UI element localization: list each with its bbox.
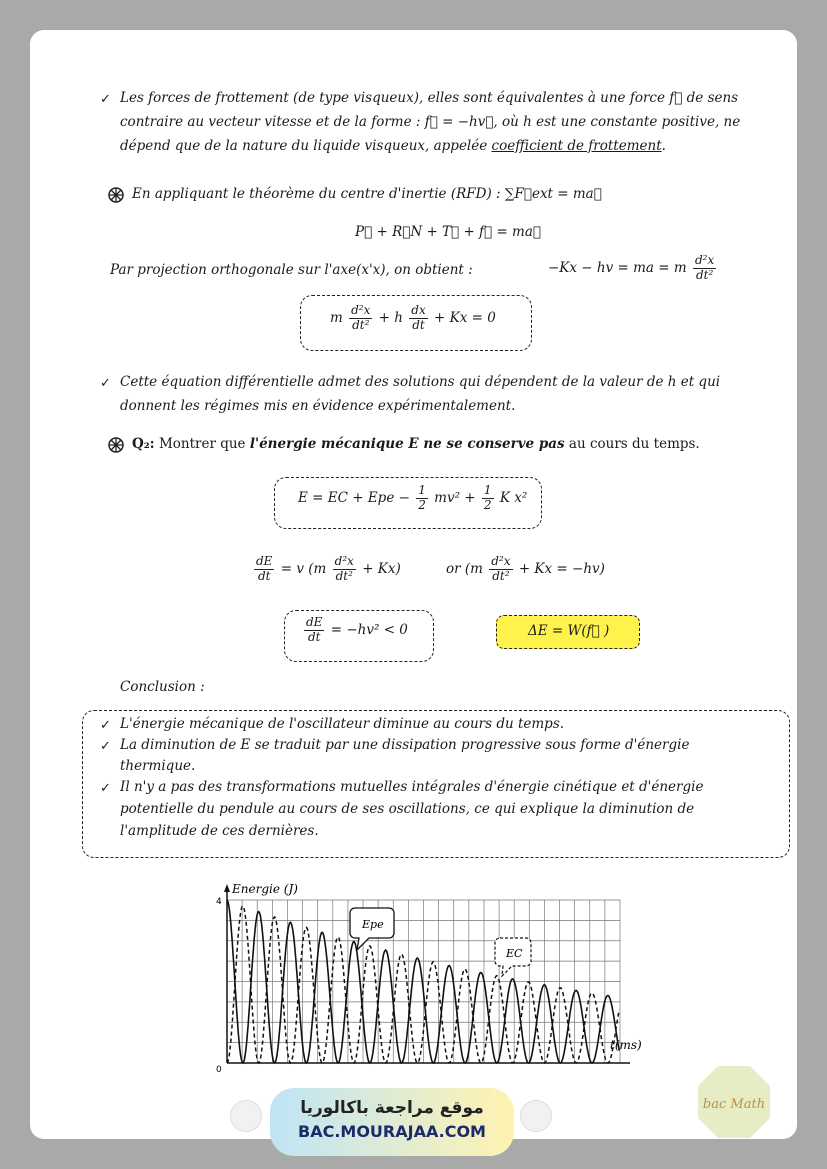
projection-eq-left: −Kx − hv = ma = m	[548, 259, 687, 276]
conclusion-3-line-2: potentielle du pendule au cours de ses oscillations, ce qui explique la diminution de	[120, 801, 695, 817]
question-label: Q₂:	[132, 436, 155, 452]
frac-den: dt	[412, 317, 425, 332]
frac-den: dt	[307, 629, 321, 644]
second-derivative-fraction	[693, 254, 716, 283]
energy-mv2: mv² +	[434, 489, 476, 506]
diff-h: + h	[378, 309, 403, 326]
d2x-fraction	[333, 555, 356, 584]
diff-m: m	[330, 309, 343, 326]
result-text: = −hv² < 0	[330, 621, 408, 638]
derivative-equation	[252, 555, 401, 584]
energy-kx2: K x²	[499, 489, 528, 506]
question-q2	[132, 436, 700, 452]
footer-badge[interactable]	[270, 1088, 514, 1156]
de-eq-a: = v (m	[280, 560, 327, 577]
coefficient-de-frottement: coefficient de frottement	[491, 138, 662, 154]
origin-label: 0	[216, 1065, 222, 1075]
rfd-intro: En appliquant le théorème du centre d'inertie (RFD) : ∑F⃗ext = ma⃗	[132, 186, 602, 202]
x-axis-label: t(ms)	[610, 1038, 642, 1052]
diff-end: + Kx = 0	[434, 309, 496, 326]
frac-den: dt²	[352, 317, 370, 332]
check-icon: ✓	[100, 781, 111, 796]
frac-num: dE	[306, 615, 323, 629]
check-icon: ✓	[100, 376, 111, 391]
frac-num: dx	[411, 303, 426, 317]
epe-callout	[350, 908, 394, 950]
or-b: + Kx = −hv)	[518, 560, 605, 577]
question-emphasis-2: ne se conserve pas	[418, 436, 565, 452]
d2x-fraction	[349, 304, 372, 333]
right-book-logo	[520, 1100, 552, 1132]
flower-bullet-icon	[108, 187, 124, 203]
conclusion-2-line-1: La diminution de E se traduit par une dissipation progressive sous forme d'énergie	[120, 737, 690, 753]
frac-num: d²x	[491, 554, 511, 568]
conclusion-title: Conclusion :	[120, 679, 205, 695]
frac-den: dt²	[335, 568, 353, 583]
differential-equation	[330, 304, 496, 333]
bullet-1-line-1: Les forces de frottement (de type visqueux), elles sont équivalentes à une force f⃗ de sens	[120, 90, 739, 106]
projection-equation	[548, 254, 718, 283]
bullet-1-line-3	[120, 138, 666, 154]
frac-den: dt	[257, 568, 271, 583]
footer-arabic-title: موقع مراجعة باكالوريا	[300, 1098, 484, 1118]
frac-den: dt²	[492, 568, 510, 583]
bullet-1-text: dépend que de la nature du liquide visqueux, appelée	[120, 138, 492, 154]
frac-den: dt²	[695, 267, 714, 282]
energy-e-eq: E = EC + Epe −	[298, 489, 410, 506]
bullet-1-line-2: contraire au vecteur vitesse et de la forme : f⃗ = −hv⃗, où h est une constante positive, ne	[120, 114, 741, 130]
flower-bullet-icon	[108, 437, 124, 453]
solutions-line-1: Cette équation différentielle admet des solutions qui dépendent de la valeur de h et qui	[120, 374, 721, 390]
energy-expression	[298, 484, 527, 513]
dx-fraction	[409, 304, 427, 333]
conclusion-3-line-1: Il n'y a pas des transformations mutuelles intégrales d'énergie cinétique et d'énergie	[120, 779, 704, 795]
frac-num: d²x	[334, 554, 354, 568]
or-a: or (m	[446, 560, 483, 577]
conclusion-1: L'énergie mécanique de l'oscillateur diminue au cours du temps.	[120, 716, 565, 732]
frac-den: 2	[418, 497, 426, 512]
half-fraction	[416, 484, 428, 513]
y-axis-label: Energie (J)	[232, 882, 298, 896]
y-axis-arrow-icon	[224, 884, 230, 892]
frac-num: d²x	[351, 303, 371, 317]
left-book-logo	[230, 1100, 262, 1132]
check-icon: ✓	[100, 92, 111, 107]
conclusion-2-line-2: thermique.	[120, 758, 196, 774]
question-emphasis: l'énergie mécanique E	[249, 436, 419, 452]
frac-num: d²x	[694, 253, 715, 267]
frac-num: 1	[418, 483, 426, 497]
de-eq-b: + Kx)	[362, 560, 401, 577]
conclusion-3-line-3: l'amplitude de ces dernières.	[120, 823, 319, 839]
question-text: Montrer que	[154, 436, 250, 452]
forces-sum-equation: P⃗ + R⃗N + T⃗ + f⃗ = ma⃗	[355, 224, 541, 240]
d2x-fraction	[489, 555, 512, 584]
frac-den: 2	[483, 497, 492, 512]
document-page	[30, 30, 797, 1139]
question-text-end: au cours du temps.	[564, 436, 700, 452]
frac-num: dE	[256, 554, 273, 568]
chart-grid	[227, 900, 620, 1063]
ec-callout	[495, 938, 531, 976]
or-equation	[446, 555, 605, 584]
check-icon: ✓	[100, 739, 111, 754]
work-equation: ΔE = W(f⃗ )	[528, 623, 610, 639]
projection-text: Par projection orthogonale sur l'axe(x'x), on obtient :	[110, 262, 473, 278]
de-dt-fraction	[254, 555, 274, 584]
energy-chart	[210, 878, 660, 1078]
check-icon: ✓	[100, 718, 111, 733]
ec-callout-label: EC	[506, 947, 523, 960]
de-dt-fraction	[304, 616, 324, 645]
bullet-1-period: .	[661, 138, 666, 154]
half-fraction	[482, 484, 494, 513]
y-tick-label: 4	[216, 897, 222, 907]
solutions-line-2: donnent les régimes mis en évidence expérimentalement.	[120, 398, 516, 414]
frac-num: 1	[483, 483, 492, 497]
bac-math-logo	[696, 1064, 772, 1140]
logo-text: bac Math	[702, 1097, 766, 1112]
footer-url-link[interactable]: BAC.MOURAJAA.COM	[298, 1122, 486, 1141]
epe-callout-label: Epe	[362, 918, 384, 931]
result-equation	[302, 616, 408, 645]
